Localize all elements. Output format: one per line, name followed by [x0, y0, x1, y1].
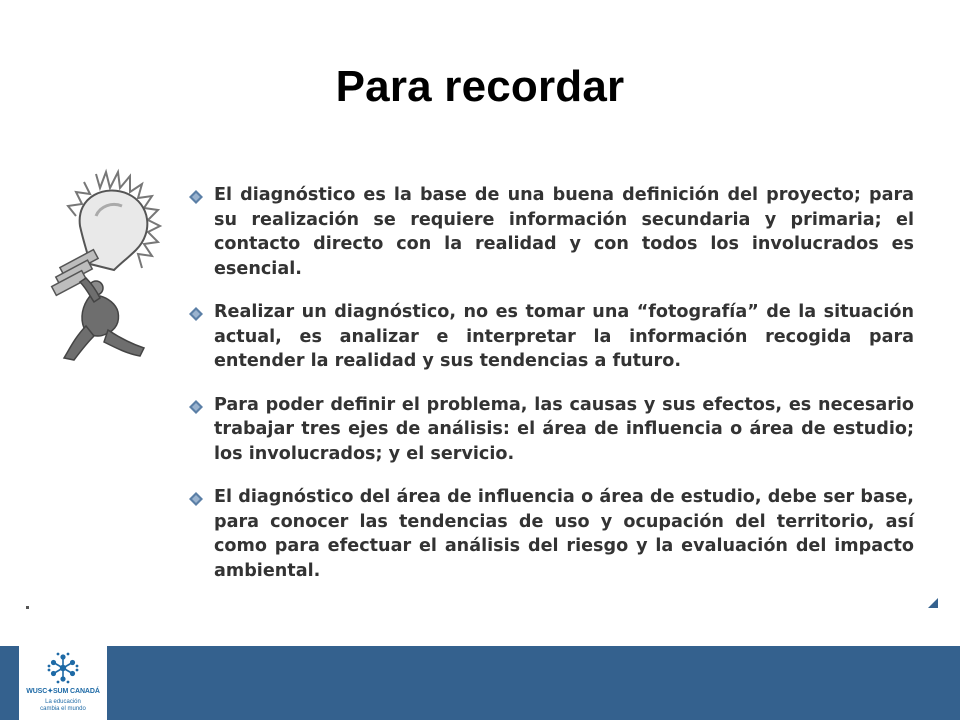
- person-carrying-lightbulb-illustration: [36, 166, 188, 368]
- corner-triangle-icon: [928, 598, 938, 608]
- logo-brand-text: WUSC✦SUM CANADÁ: [26, 688, 100, 695]
- page-title: Para recordar: [335, 62, 625, 111]
- bullet-text: El diagnóstico es la base de una buena definición del proyecto; para su realización se requiere información secundaria y primaria; el contacto directo con la realidad y con todos los involucrados es esencial.: [214, 185, 914, 279]
- logo-tagline: [19, 699, 107, 713]
- snowflake-logo-icon: [47, 652, 79, 684]
- list-item: [186, 183, 914, 281]
- diamond-bullet-icon: [188, 399, 204, 415]
- wusc-logo: [19, 646, 107, 720]
- diamond-bullet-icon: [188, 306, 204, 322]
- bullet-text: El diagnóstico del área de influencia o área de estudio, debe ser base, para conocer las tendencias de uso y ocupación del territorio, así como para efectuar el análisis del riesgo y la evaluación del impacto ambiental.: [214, 487, 914, 581]
- diamond-bullet-icon: [188, 491, 204, 507]
- footer-bar: [0, 646, 960, 720]
- diamond-bullet-icon: [188, 189, 204, 205]
- image-edge-mark: [26, 606, 29, 609]
- list-item: [186, 300, 914, 374]
- list-item: [186, 393, 914, 467]
- bullet-text: Realizar un diagnóstico, no es tomar una “fotografía” de la situación actual, es analizar e interpretar la información recogida para entender la realidad y sus tendencias a futuro.: [214, 302, 914, 371]
- logo-tagline-line2: cambia el mundo: [40, 706, 86, 712]
- logo-tagline-line1: La educación: [45, 699, 81, 705]
- bullet-text: Para poder definir el problema, las causas y sus efectos, es necesario trabajar tres ejes de análisis: el área de influencia o área de estudio; los involucrados; y el servicio.: [214, 394, 914, 464]
- list-item: [186, 485, 914, 583]
- bullet-list: [186, 183, 914, 602]
